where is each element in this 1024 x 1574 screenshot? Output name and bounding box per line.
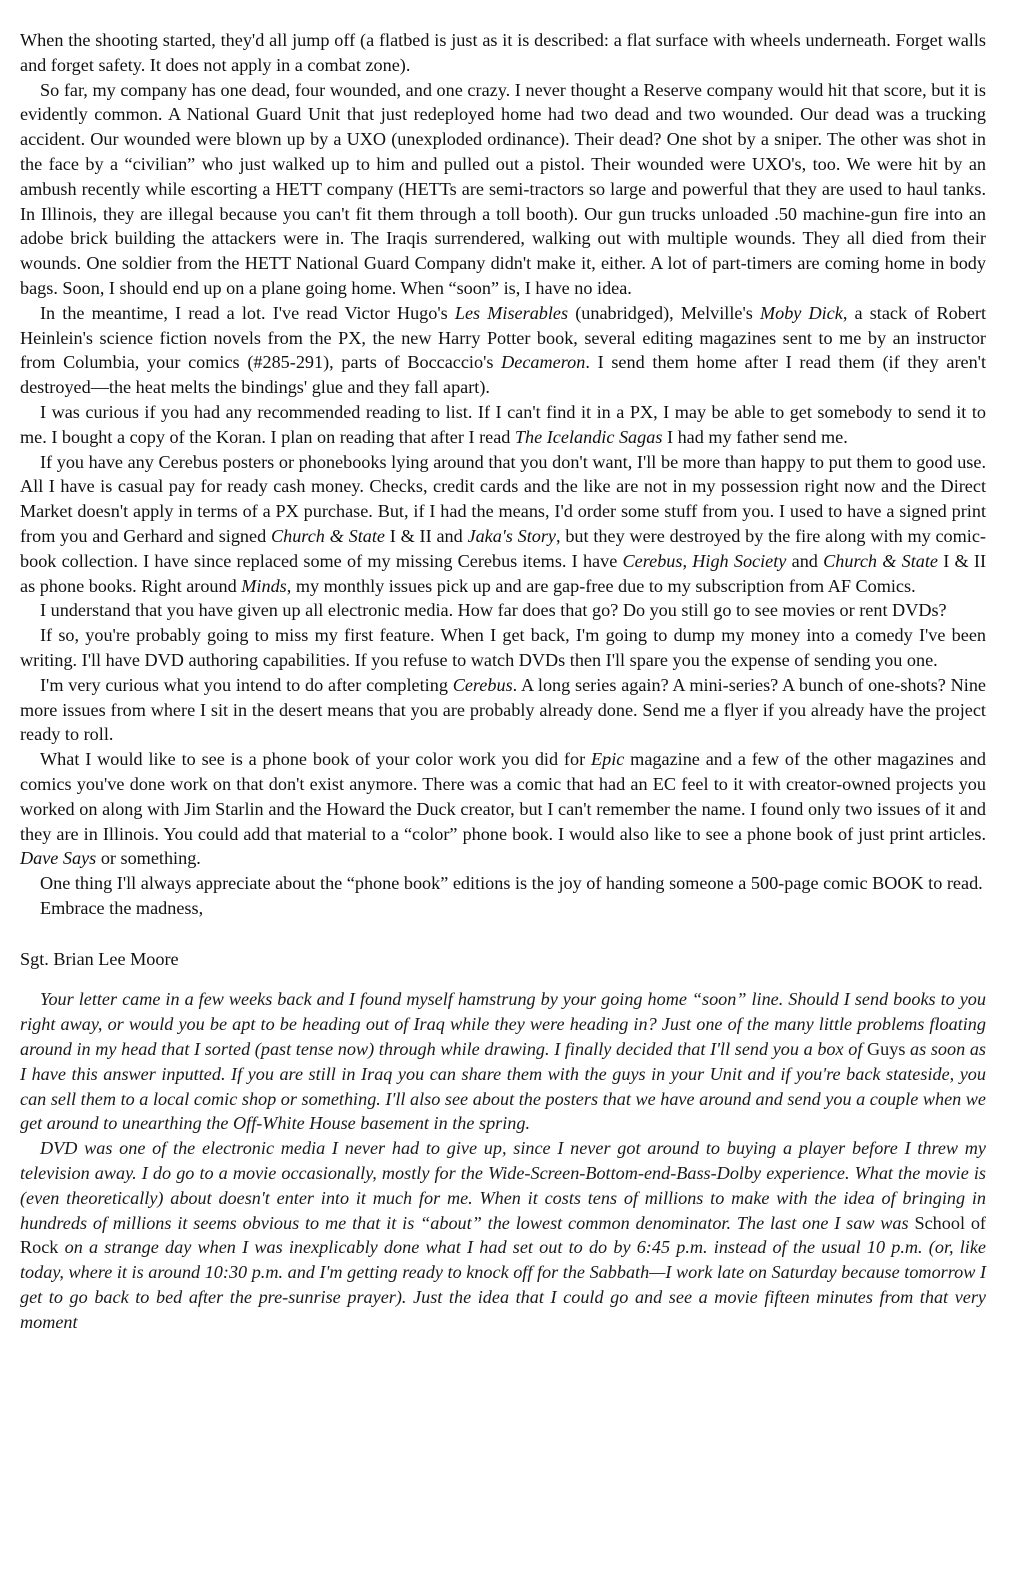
text-run: When the shooting started, they'd all jump off (a flatbed is just as it is described: a flat surface with wheels underneath. Forget walls and forget safety. It does not apply in a combat zone). xyxy=(20,30,986,75)
text-run: The Icelandic Sagas xyxy=(514,426,663,447)
text-run: and xyxy=(786,550,824,571)
text-run: , but they were destroyed by the fire along with my comic-book collection. I have since replaced some of my missing Cerebus items. I have xyxy=(20,525,986,571)
text-run: , a stack of Robert Heinlein's science fiction novels from the PX, the new Harry Potter book, several editing magazines sent to me by an instructor from Columbia, your comics (#285-291), parts of Boccaccio's xyxy=(20,302,986,373)
text-run: (unabridged), Melville's xyxy=(568,302,760,323)
letter-paragraph xyxy=(20,450,986,599)
text-run: Les Miserables xyxy=(454,302,569,323)
text-run: In the meantime, I read a lot. I've read Victor Hugo's xyxy=(40,302,455,323)
letter-paragraph xyxy=(20,78,986,301)
editor-reply xyxy=(20,987,986,1334)
letter-closing: Embrace the madness, xyxy=(40,897,204,918)
text-run: School of Rock xyxy=(20,1212,986,1258)
text-run: Cerebus xyxy=(452,674,513,695)
text-run: Decameron xyxy=(501,352,586,373)
text-run: So far, my company has one dead, four wounded, and one crazy. I never thought a Reserve company would hit that score, but it is evidently common. A National Guard Unit that just redeployed home had two dead and two wounded. Our dead was a trucking accident. Our wounded were blown up by a UXO (unexploded ordinance). Their dead? One shot by a sniper. The other was shot in the face by a “civilian” who just walked up to him and pulled out a pistol. Their wounded were UXO's, too. We were hit by an ambush recently while escorting a HETT company (HETTs are semi-tractors so large and powerful that they are used to haul tanks. In Illinois, they are illegal because you can't fit them through a toll booth). Our gun trucks unloaded .50 machine-gun fire into an adobe brick building the attackers were in. The Iraqis surrendered, walking out with multiple wounds. They all died from their wounds. One soldier from the HETT National Guard Company didn't make it, either. A lot of part-timers are coming home in body bags. Soon, I should end up on a plane going home. When “soon” is, I have no idea. xyxy=(20,79,986,298)
text-run: Moby Dick xyxy=(759,302,843,323)
letter-body xyxy=(20,28,986,896)
letter-paragraph xyxy=(20,301,986,400)
text-run: I & II and xyxy=(384,525,468,546)
text-run: . I send them home after I read them (if they aren't destroyed—the heat melts the bindings' glue and they fall apart). xyxy=(20,352,986,398)
text-run: If you have any Cerebus posters or phonebooks lying around that you don't want, I'll be more than happy to put them to good use. All I have is casual pay for ready cash money. Checks, credit cards and the like are not in my possession right now and the Direct Market doesn't apply in terms of a PX purchase. But, if I had the means, I'd order some stuff from you. I used to have a signed print from you and Gerhard and signed xyxy=(20,451,986,546)
text-run: What I would like to see is a phone book of your color work you did for xyxy=(40,749,591,770)
letter-paragraph xyxy=(20,400,986,450)
text-run: I'm very curious what you intend to do after completing xyxy=(40,674,453,695)
text-run: Dave Says xyxy=(20,848,97,869)
text-run: Your letter came in a few weeks back and I found myself hamstrung by your going home “soon” line. Should I send books to you right away, or would you be apt to be heading out of Iraq while they were heading in? Just one of the many little problems floating around in my head that I sorted (past tense now) through while drawing. I finally decided that I'll send you a box of xyxy=(20,989,986,1060)
text-run: If so, you're probably going to miss my first feature. When I get back, I'm going to dump my money into a comedy I've been writing. I'll have DVD authoring capabilities. If you refuse to watch DVDs then I'll spare you the expense of sending you one. xyxy=(20,625,986,670)
text-run: I understand that you have given up all electronic media. How far does that go? Do you still go to see movies or rent DVDs? xyxy=(40,600,947,621)
text-run: on a strange day when I was inexplicably done what I had set out to do by 6:45 p.m. instead of the usual 10 p.m. (or, like today, where it is around 10:30 p.m. and I'm getting ready to knock off for the Sabbath—I work late on Saturday because tomorrow I get to go back to bed after the pre-sunrise prayer). Just the idea that I could go and see a movie fifteen minutes from that very moment xyxy=(20,1237,986,1332)
text-run: Epic xyxy=(590,749,625,770)
text-run: One thing I'll always appreciate about the “phone book” editions is the joy of handing someone a 500-page comic BOOK to read. xyxy=(40,873,983,894)
reply-paragraph xyxy=(20,1136,986,1334)
text-run: or something. xyxy=(96,848,201,869)
letter-paragraph xyxy=(20,28,986,78)
text-run: . A long series again? A mini-series? A bunch of one-shots? Nine more issues from where I sit in the desert means that you are probably already done. Send me a flyer if you already have the project ready to roll. xyxy=(20,674,986,745)
text-run: Minds xyxy=(241,575,287,596)
letter-paragraph xyxy=(20,623,986,673)
text-run: as soon as I have this answer inputted. If you are still in Iraq you can share them with the guys in your Unit and if you're back stateside, you can sell them to a local comic shop or something. I'll also see about the posters that we have around and send you a couple when we get around to unearthing the Off-White House basement in the spring. xyxy=(20,1039,986,1134)
text-run: , xyxy=(682,550,693,571)
letter-signature: Sgt. Brian Lee Moore xyxy=(20,948,179,969)
text-run: Church & State xyxy=(270,525,385,546)
text-run: DVD was one of the electronic media I never had to give up, since I never got around to buying a player before I threw my television away. I do go to a movie occasionally, mostly for the Wide-Screen-Bottom-end-Bass-Dolby experience. What the movie is (even theoretically) about doesn't enter into it much for me. When it costs tens of millions to make with the idea of bringing in hundreds of millions it seems obvious to me that it is “about” the lowest common denominator. The last one I saw was xyxy=(20,1138,986,1233)
text-run: Jaka's Story xyxy=(467,525,556,546)
text-run: I had my father send me. xyxy=(662,426,848,447)
text-run: Cerebus xyxy=(622,550,683,571)
text-run: magazine and a few of the other magazines and comics you've done work on that don't exist anymore. There was a comic that had an EC feel to it with creator-owned projects you worked on along with Jim Starlin and the Howard the Duck creator, but I can't remember the name. I found only two issues of it and they are in Illinois. You could add that material to a “color” phone book. I would also like to see a phone book of just print articles. xyxy=(20,749,986,844)
text-run: Church & State xyxy=(823,550,938,571)
letter-paragraph xyxy=(20,673,986,747)
text-run: I & II as phone books. Right around xyxy=(20,550,987,596)
text-run: High Society xyxy=(692,550,787,571)
letter-paragraph xyxy=(20,871,986,896)
reader-letter xyxy=(20,28,986,971)
text-run: , my monthly issues pick up and are gap-free due to my subscription from AF Comics. xyxy=(286,575,916,596)
letter-paragraph xyxy=(20,747,986,871)
text-run: Guys xyxy=(867,1039,906,1060)
reply-paragraph xyxy=(20,987,986,1136)
letter-paragraph xyxy=(20,598,986,623)
text-run: I was curious if you had any recommended reading to list. If I can't find it in a PX, I may be able to get somebody to send it to me. I bought a copy of the Koran. I plan on reading that after I read xyxy=(20,401,986,447)
